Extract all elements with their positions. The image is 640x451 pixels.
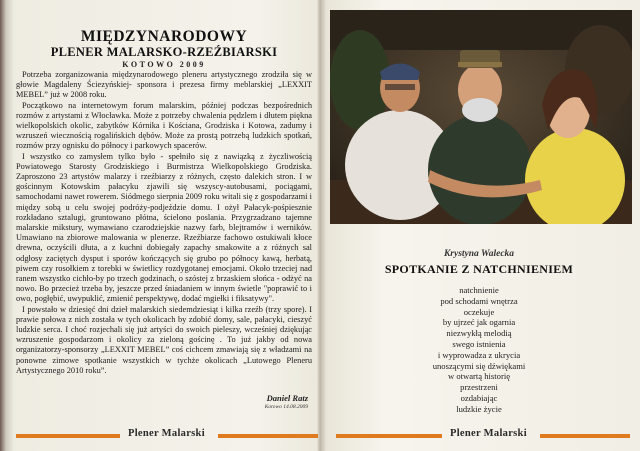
poem-body bbox=[322, 285, 636, 415]
paragraph: I powstało w dziesięć dni dzieł malarskich siedemdziesiąt i kilka rzeźb (trzy spore). I prawie połowa z nich została w tych okolicach by zdobić domy, sale, pałacyki, cieszyć ludzkie serca. I choć rozjechali się już artyści do swoich pieleszy, wcześniej dziękując wzruszenie gospodarzom i okolicy za zieloną gościnę . To już jakby od nowa organizatorzy-sponsorzy „LEXXIT MEBEL” coś cichcem zmawiają się z władzami na ponowne zimowe spotkanie wszystkich w tychże okolicach „Lutowego Pleneru Artystycznego 2010 roku”. bbox=[16, 304, 312, 375]
right-page bbox=[322, 0, 636, 451]
poem-line: niezwykłą melodią bbox=[446, 328, 512, 339]
footer-label: Plener Malarski bbox=[128, 428, 205, 439]
poem-line: oczekuje bbox=[463, 306, 495, 317]
footer-rule-left bbox=[16, 434, 120, 438]
poem-line: przestrzeni bbox=[460, 382, 498, 393]
poem-line: pod schodami wnętrza bbox=[440, 295, 518, 306]
article-body bbox=[16, 70, 312, 376]
poem-line: by ujrzeć jak ogarnia bbox=[442, 317, 516, 328]
author-signature: Daniel Ratz bbox=[266, 393, 308, 403]
poem-line: ludzkie życie bbox=[456, 403, 502, 414]
poem-line: unoszącymi się dźwiękami bbox=[432, 360, 526, 371]
group-photo bbox=[330, 10, 632, 224]
article-title-line2: PLENER MALARSKO-RZEŹBIARSKI bbox=[50, 45, 278, 59]
footer-rule-right bbox=[540, 434, 630, 438]
footer-rule-right bbox=[218, 434, 318, 438]
poem-line: i wyprowadza z ukrycia bbox=[437, 349, 521, 360]
poem-line: natchnienie bbox=[459, 285, 499, 295]
footer-rule-left bbox=[336, 434, 442, 438]
poem-title: SPOTKANIE Z NATCHNIENIEM bbox=[384, 262, 574, 276]
article-title: MIĘDZYNARODOWY bbox=[80, 28, 248, 45]
poem-author: Krystyna Walecka bbox=[443, 249, 515, 259]
photo-image bbox=[330, 10, 632, 224]
poem-line: ozdabiając bbox=[460, 392, 498, 403]
poem-line: swego istnienia bbox=[452, 338, 506, 349]
paragraph: Początkowo na internetowym forum malarskim, później podczas bezpośrednich rozmów z artystami z Włocławka. Może z potrzeby chwalenia pędzlem i dłutem piękna wielkopolskich okolic, zabytków Kórnika i Kościana, Grodziska i Kotowa, zadumy i wzruszeń wiecznością rogalińskich dębów. Może za prostą potrzebą ludzkich spotkań, rozmów przy ognisku do północy i parkowych spacerów. bbox=[16, 100, 312, 151]
paragraph: I wszystko co zamysłem tylko było - spełniło się z nawiązką z życzliwością Powiatowego Starosty Grodziskiego i Burmistrza Wielkopolskiego Grodziska. Zaproszono 23 artystów malarzy i rzeźbiarzy z różnych, często dalekich stron. I w gościnnym Kotowskim pałacyku zjawili się wszyscy-autobusami, pociągami, samochodami nawet rowerem. Siódmego sierpnia 2009 roku witali się z gospodarzami i między sobą u celu swojej podróży-podjeździe domu. I ożył Pałacyk-pośpiesznie rozkładano sztalugi, gruntowano płótna, ścielono poslania. Przygrzadzano tajemne malarskie mikstury, wymawiano czarodziejskie nazwy farb, blejtramów i werników. Umawiano na zbiorowe malowania w plenerze. Rzeźbiarze fachowo ostukiwali kłoce drewna, oczyścili dłuta, a z kuchni dobiegały zapachy smakowite a z różnych sal odgłosy zaciętych dysput i sporów kończących się grubo po północy kawą, herbatą, piwem czy rosołkiem z torebki w świetlicy rozdygotanej emocjami. Około trzeciej nad ranem wszystko cichło-by po trzech godzinach, o szóstej z brzaskiem słońca - odżyć na nowo. Bo przecież trzeba by, jeszcze przed śniadaniem w innym świetle "poprawić to i owo, pogłębić, uwypuklić, zmienić perspektywę, dodać mgiełki i fiksatywy". bbox=[16, 151, 312, 304]
signature-date: Kotowo 14.08.2009 bbox=[264, 404, 308, 410]
article-subtitle: KOTOWO 2009 bbox=[122, 60, 206, 69]
footer-label: Plener Malarski bbox=[450, 428, 527, 439]
paragraph: Potrzeba zorganizowania międzynarodowego pleneru artystycznego zrodziła się w głowie Magdaleny Ściezyńskiej- sponsora i prezesa firmy meblarskiej „LEXXIT MEBEL” już w 2008 roku. bbox=[16, 70, 312, 100]
poem-line: w otwartą historię bbox=[447, 371, 511, 382]
left-page bbox=[8, 0, 320, 451]
